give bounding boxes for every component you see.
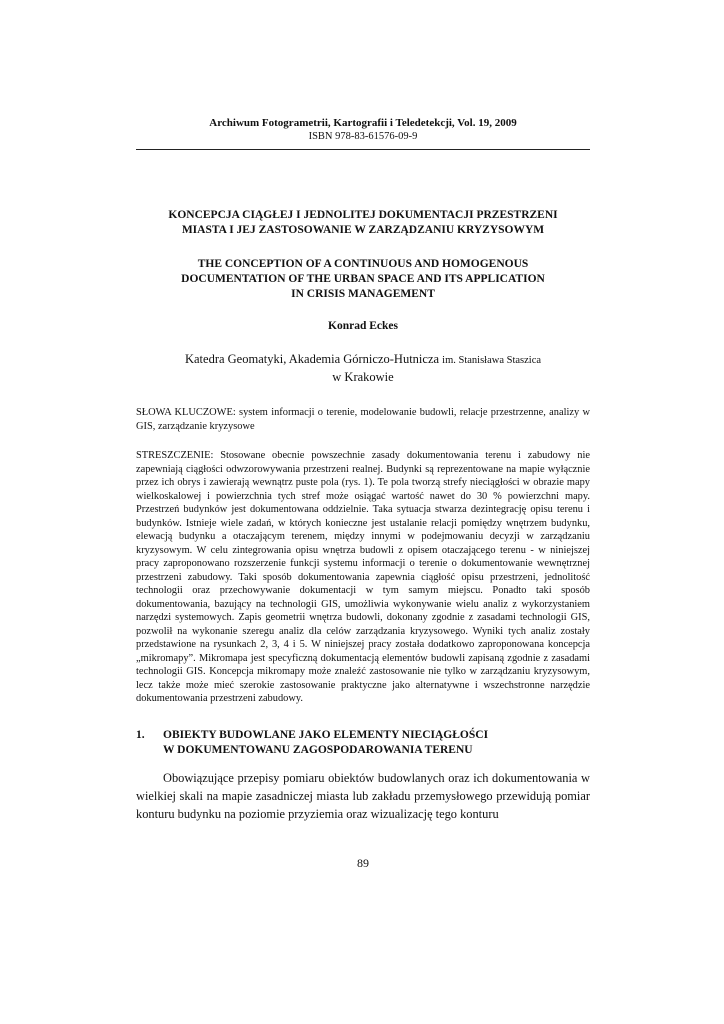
- title-english: [136, 257, 590, 302]
- title-polish-line-1: KONCEPCJA CIĄGŁEJ I JEDNOLITEJ DOKUMENTACJI PRZESTRZENI: [168, 209, 558, 221]
- section-heading: [136, 728, 590, 758]
- header-rule: [136, 149, 590, 150]
- body-paragraph: Obowiązujące przepisy pomiaru obiektów budowlanych oraz ich dokumentowania w wielkiej skali na mapie zasadniczej miasta lub zakładu przemysłowego przewidują pomiar konturu budynku na poziomie przyziemia oraz wizualizację tego konturu: [136, 771, 590, 821]
- abstract: STRESZCZENIE: Stosowane obecnie powszechnie zasady dokumentowania terenu i zabudowy nie zapewniają ciągłości odwzorowywania przestrzeni realnej. Budynki są reprezentowane na mapie wyłącznie przez ich obrys i zawierają wewnątrz puste pola (rys. 1). Te pola tworzą strefy nieciągłości w obrazie mapy wielkoskalowej i powierzchnia tych stref może osiągać wartość nawet do 30 % powierzchni mapy. Przestrzeń budynków jest dokumentowana oddzielnie. Taka sytuacja stwarza dezintegrację opisu terenu i budynków. Istnieje wiele zadań, w których konieczne jest ustalanie relacji pomiędzy wnętrzem budynku, elewacją budynku a otaczającym terenem, między innymi w podejmowaniu decyzji w zarządzaniu kryzysowym. W celu zintegrowania opisu wnętrza budowli z opisem otaczającego terenu - w niniejszej pracy zaproponowano rozszerzenie funkcji systemu informacji o terenie o dokumentowanie wewnętrznej przestrzeni zabudowy. Taki sposób dokumentowania zapewnia ciągłość opisu przestrzeni, jednolitość technologii oraz przechowywanie dokumentacji w tym samym miejscu. Ponadto taki sposób dokumentowania, bazujący na technologii GIS, umożliwia wykonywanie wielu analiz z wykorzystaniem narzędzi systemowych. Zapis geometrii wnętrza budowli, dokonany zgodnie z zasadami technologii GIS, pozwolił na wykonanie szeregu analiz dla celów zarządzania kryzysowego. Wyniki tych analiz zostały przedstawione na rysunkach 2, 3, 4 i 5. W niniejszej pracy została dodatkowo zaproponowana koncepcja „mikromapy”. Mikromapa jest specyficzną dokumentacją elementów budowli zapisaną zgodnie z zasadami technologii GIS. Koncepcja mikromapy może znaleźć zastosowanie nie tylko w zarządzaniu kryzysowym, lecz także może mieć szerokie zastosowanie praktyczne jako alternatywne i wszechstronne narzędzie dokumentowania przestrzeni zabudowy.: [136, 450, 590, 704]
- section-title-line-2: W DOKUMENTOWANU ZAGOSPODAROWANIA TERENU: [163, 744, 473, 756]
- title-english-line-2: DOCUMENTATION OF THE URBAN SPACE AND ITS APPLICATION: [181, 273, 545, 285]
- affiliation: [136, 351, 590, 386]
- title-polish: [136, 208, 590, 238]
- keywords: SŁOWA KLUCZOWE: system informacji o terenie, modelowanie budowli, relacje przestrzenne, analizy w GIS, zarządzanie kryzysowe: [136, 407, 590, 432]
- affiliation-main: Katedra Geomatyki, Akademia Górniczo-Hutnicza: [184, 352, 440, 366]
- title-polish-line-2: MIASTA I JEJ ZASTOSOWANIE W ZARZĄDZANIU KRYZYSOWYM: [181, 224, 545, 236]
- title-english-line-1: THE CONCEPTION OF A CONTINUOUS AND HOMOGENOUS: [197, 258, 529, 270]
- affiliation-patron: im. Stanisława Staszica: [442, 355, 542, 366]
- affiliation-city: w Krakowie: [332, 370, 394, 384]
- title-english-line-3: IN CRISIS MANAGEMENT: [291, 288, 435, 300]
- page-number: 89: [357, 856, 369, 870]
- isbn: ISBN 978-83-61576-09-9: [308, 131, 418, 142]
- running-header: [136, 117, 590, 143]
- author-name: Konrad Eckes: [328, 320, 398, 332]
- journal-title: Archiwum Fotogrametrii, Kartografii i Teledetekcji, Vol. 19, 2009: [209, 117, 517, 129]
- section-number: 1.: [136, 729, 145, 741]
- section-title-line-1: OBIEKTY BUDOWLANE JAKO ELEMENTY NIECIĄGŁOŚCI: [163, 729, 489, 741]
